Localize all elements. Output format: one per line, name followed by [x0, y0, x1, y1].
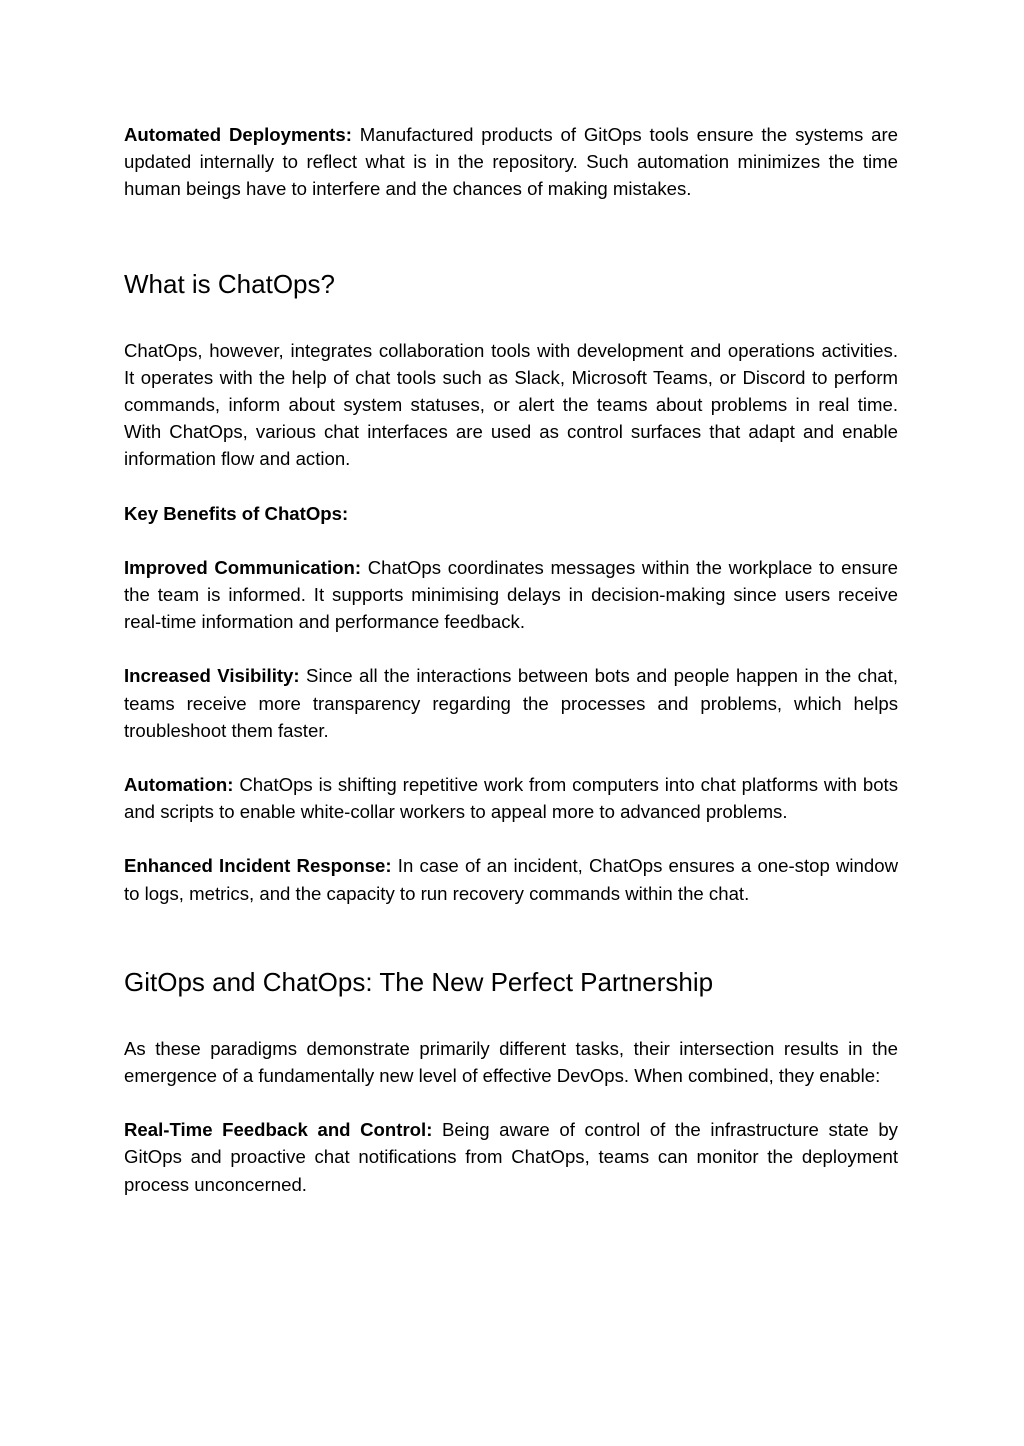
partnership-heading: GitOps and ChatOps: The New Perfect Partnership [124, 966, 714, 997]
benefit-automation [124, 771, 898, 825]
chatops-heading: What is ChatOps? [124, 268, 335, 299]
partnership-intro-paragraph: As these paradigms demonstrate primarily different tasks, their intersection results in the emergence of a fundamentally new level of effective DevOps. When combined, they enable: [124, 1037, 898, 1087]
benefit-text: ChatOps coordinates messages within the workplace to ensure the team is informed. It supports minimising delays in decision-making since users receive real-time information and performance feedback. [124, 556, 898, 633]
benefit-lead: Enhanced Incident Response: [124, 855, 392, 877]
partnership-item-lead: Real-Time Feedback and Control: [124, 1119, 433, 1141]
automated-deployments-text: Manufactured products of GitOps tools ensure the systems are updated internally to reflect what is in the repository. Such automation minimizes the time human beings have to interfere and the chances of making mistakes. [124, 124, 898, 200]
benefit-lead: Improved Communication: [124, 556, 362, 578]
benefit-text: Since all the interactions between bots and people happen in the chat, teams receive more transparency regarding the processes and problems, which helps troubleshoot them faster. [124, 665, 898, 741]
document-page [124, 121, 898, 1198]
benefit-text: In case of an incident, ChatOps ensures a one-stop window to logs, metrics, and the capacity to run recovery commands within the chat. [124, 855, 899, 904]
benefit-improved-communication [124, 554, 898, 636]
benefit-enhanced-incident-response [124, 852, 898, 906]
automated-deployments-paragraph [124, 121, 898, 203]
chatops-benefits-heading: Key Benefits of ChatOps: [124, 502, 349, 524]
automated-deployments-lead: Automated Deployments: [124, 124, 352, 145]
benefit-lead: Increased Visibility: [124, 665, 300, 687]
partnership-item-real-time-feedback [124, 1116, 898, 1198]
partnership-item-text: Being aware of control of the infrastructure state by GitOps and proactive chat notifications from ChatOps, teams can monitor the deployment process unconcerned. [124, 1119, 898, 1195]
benefit-text: ChatOps is shifting repetitive work from computers into chat platforms with bots and scripts to enable white-collar workers to appeal more to advanced problems. [124, 774, 898, 823]
benefit-increased-visibility [124, 662, 898, 744]
benefit-lead: Automation: [124, 774, 234, 796]
chatops-intro-paragraph: ChatOps, however, integrates collaboration tools with development and operations activities. It operates with the help of chat tools such as Slack, Microsoft Teams, or Discord to perform commands, inform about system statuses, or alert the teams about problems in real time. With ChatOps, various chat interfaces are used as control surfaces that adapt and enable information flow and action. [124, 339, 898, 470]
